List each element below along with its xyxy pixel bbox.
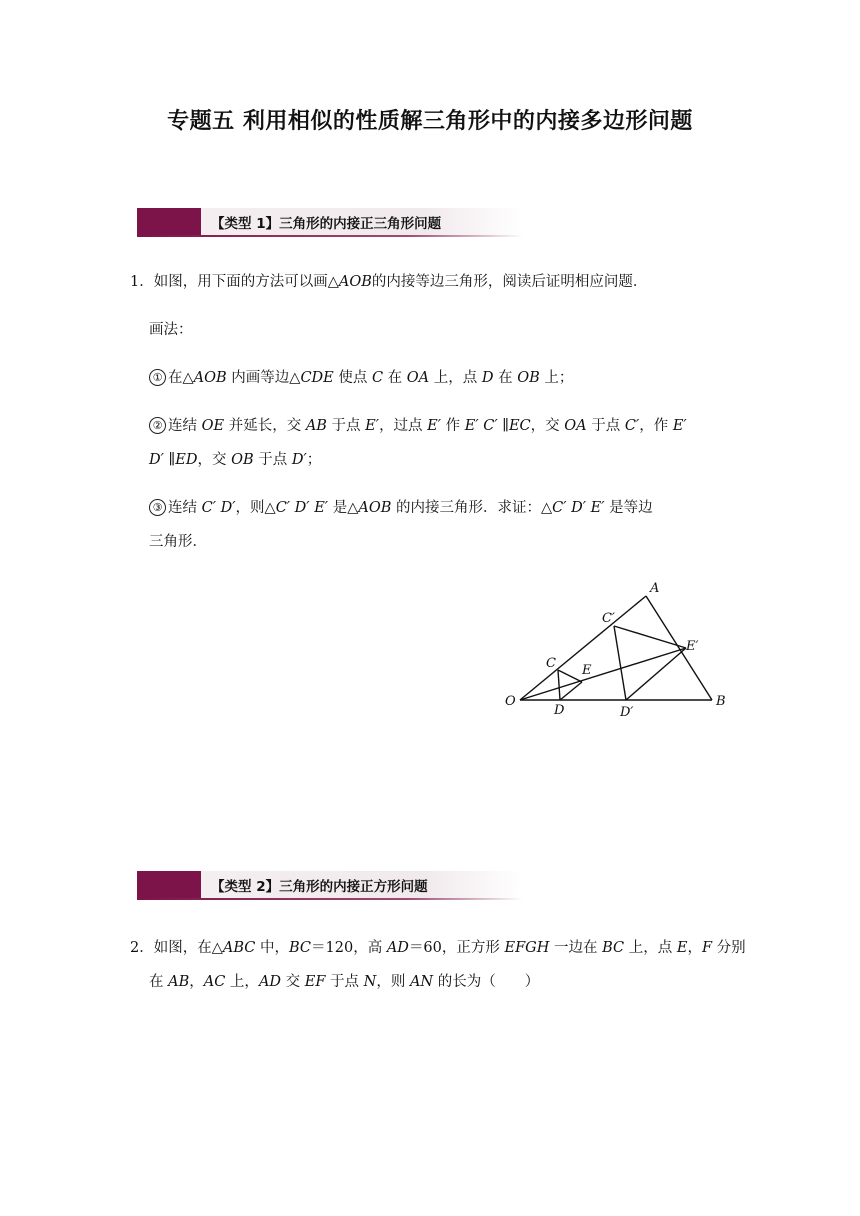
- question-number: 1．: [130, 274, 154, 290]
- label-O: O: [505, 694, 516, 709]
- question-1-text: 1．如图，用下面的方法可以画△AOB的内接等边三角形，阅读后证明相应问题．: [130, 274, 648, 290]
- segment-D1E1: [626, 648, 686, 700]
- method-label: 画法：: [149, 322, 193, 338]
- label-A: A: [650, 581, 660, 596]
- section-header-type1: [137, 208, 523, 236]
- banner-accent-block: [137, 208, 201, 236]
- segment-C1E1: [614, 626, 686, 648]
- triangle-diagram: [500, 578, 740, 728]
- step-3-line-2: 三角形．: [149, 534, 207, 550]
- segment-OE1: [520, 648, 686, 700]
- banner-underline: [137, 235, 523, 237]
- banner-underline: [137, 898, 523, 900]
- segment-CE: [558, 670, 582, 682]
- segment-CD: [558, 670, 560, 700]
- step-3-line-1: ③ 连结 C′ D′，则△C′ D′ E′ 是△AOB 的内接三角形．求证：△C′ D′ E′ 是等边: [149, 498, 653, 518]
- label-E: E: [582, 663, 592, 678]
- step-2-line-2: D′ ∥ED，交 OB 于点 D′；: [149, 452, 322, 468]
- section-header-text: 【类型 2】三角形的内接正方形问题: [211, 879, 428, 895]
- label-D-prime: D′: [620, 705, 634, 720]
- question-2-line-2: 在 AB，AC 上，AD 交 EF 于点 N，则 AN 的长为（ ）: [149, 974, 540, 990]
- step-marker-2: ②: [149, 417, 166, 434]
- segment-C1D1: [614, 626, 626, 700]
- question-2-line-1: 2．如图，在△ABC 中，BC＝120，高 AD＝60，正方形 EFGH 一边在 BC 上，点 E，F 分别: [130, 940, 746, 956]
- section-header-type2: [137, 871, 523, 899]
- step-1: ① 在△AOB 内画等边△CDE 使点 C 在 OA 上，点 D 在 OB 上；: [149, 368, 573, 388]
- step-marker-1: ①: [149, 369, 166, 386]
- section-header-text: 【类型 1】三角形的内接正三角形问题: [211, 216, 442, 232]
- segment-AB: [646, 596, 712, 700]
- geometry-figure: [500, 578, 740, 732]
- label-D: D: [554, 703, 565, 718]
- label-B: B: [716, 694, 726, 709]
- label-C: C: [546, 656, 556, 671]
- segment-OA: [520, 596, 646, 700]
- page-title: 专题五 利用相似的性质解三角形中的内接多边形问题: [167, 109, 693, 134]
- step-marker-3: ③: [149, 499, 166, 516]
- question-number: 2．: [130, 940, 154, 956]
- label-E-prime: E′: [686, 639, 699, 654]
- label-C-prime: C′: [602, 611, 615, 626]
- banner-accent-block: [137, 871, 201, 899]
- step-2-line-1: ② 连结 OE 并延长，交 AB 于点 E′，过点 E′ 作 E′ C′ ∥EC，交 OA 于点 C′，作 E′: [149, 416, 687, 436]
